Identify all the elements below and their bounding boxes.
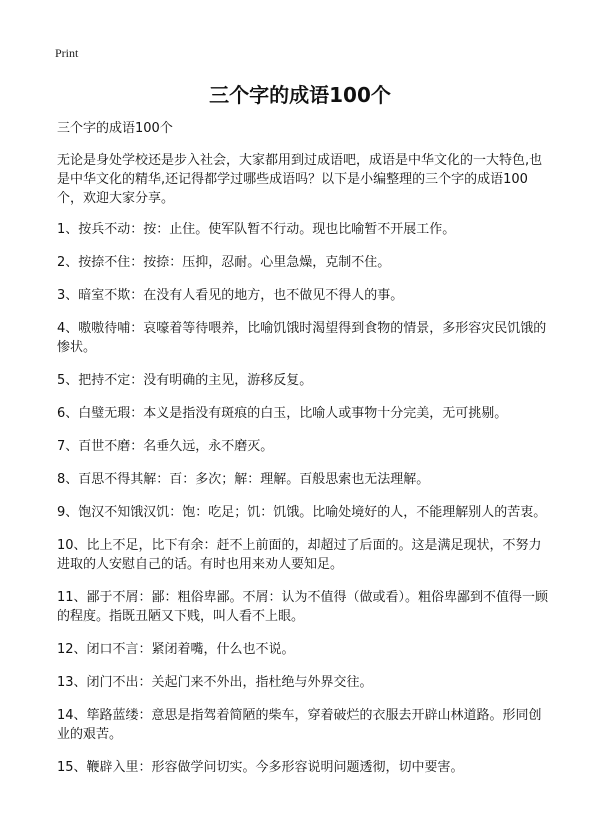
idiom-item: 14、筚路蓝缕：意思是指驾着简陋的柴车，穿着破烂的衣服去开辟山林道路。形同创业的艰苦。	[57, 708, 542, 742]
idiom-item: 4、嗷嗷待哺：哀嚎着等待喂养，比喻饥饿时渴望得到食物的情景，多形容灾民饥饿的惨状。	[57, 321, 547, 355]
idiom-item: 12、闭口不言：紧闭着嘴，什么也不说。	[57, 642, 295, 657]
intro-paragraph: 无论是身处学校还是步入社会，大家都用到过成语吧，成语是中华文化的一大特色,也是中华文化的精华,还记得都学过哪些成语吗？以下是小编整理的三个字的成语100个，欢迎大家分享。	[57, 153, 543, 206]
idiom-item: 11、鄙于不屑：鄙：粗俗卑鄙。不屑：认为不值得（做或看）。粗俗卑鄙到不值得一顾的程度。指既丑陋又下贱，叫人看不上眼。	[57, 590, 549, 624]
page-title: 三个字的成语100个	[209, 83, 391, 107]
article-body	[57, 119, 552, 791]
idiom-item: 10、比上不足，比下有余：赶不上前面的，却超过了后面的。这是满足现状，不努力进取的人安慰自己的话。有时也用来劝人要知足。	[57, 538, 542, 572]
idiom-item: 3、暗室不欺：在没有人看见的地方，也不做见不得人的事。	[57, 288, 404, 303]
idiom-item: 7、百世不磨：名垂久远，永不磨灭。	[57, 439, 274, 454]
idiom-item: 8、百思不得其解：百：多次；解：理解。百般思索也无法理解。	[57, 472, 430, 487]
idiom-item: 13、闭门不出：关起门来不外出，指杜绝与外界交往。	[57, 675, 373, 690]
idiom-list	[57, 220, 552, 777]
print-link[interactable]: Print	[55, 46, 79, 60]
idiom-item: 1、按兵不动：按：止住。使军队暂不行动。现也比喻暂不开展工作。	[57, 222, 456, 237]
idiom-item: 9、饱汉不知饿汉饥：饱：吃足；饥：饥饿。比喻处境好的人，不能理解别人的苦衷。	[57, 505, 547, 520]
idiom-item: 6、白璧无瑕：本义是指没有斑痕的白玉，比喻人或事物十分完美，无可挑剔。	[57, 406, 508, 421]
idiom-item: 2、按捺不住：按捺：压抑，忍耐。心里急燥，克制不住。	[57, 255, 391, 270]
idiom-item: 15、鞭辟入里：形容做学问切实。今多形容说明问题透彻，切中要害。	[57, 760, 464, 775]
idiom-item: 5、把持不定：没有明确的主见，游移反复。	[57, 373, 313, 388]
article-subtitle: 三个字的成语100个	[57, 121, 173, 136]
